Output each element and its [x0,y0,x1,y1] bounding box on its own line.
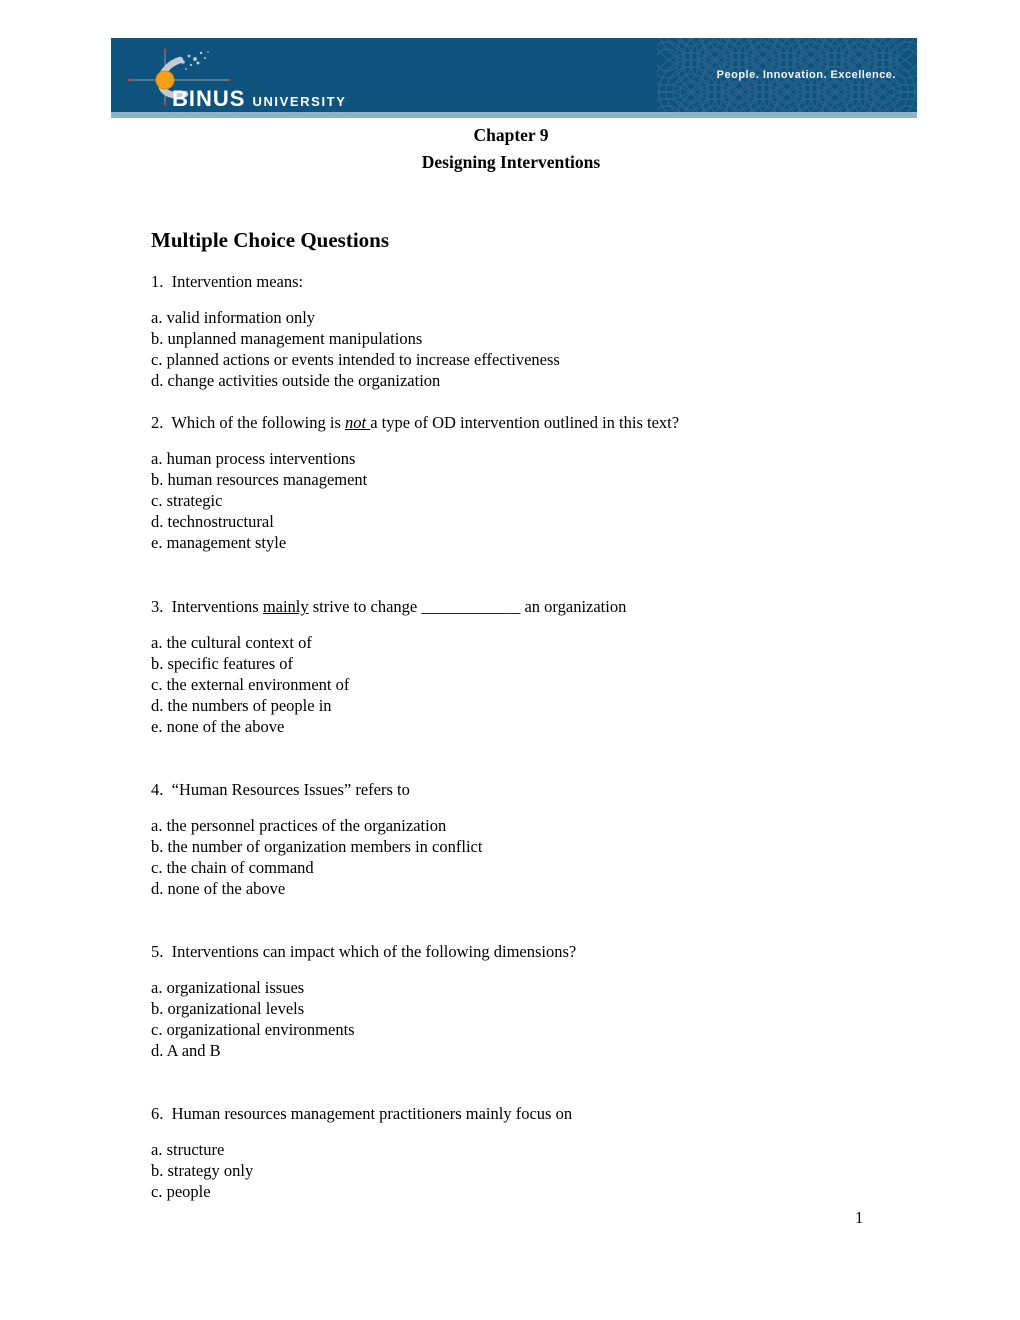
page-number: 1 [855,1208,864,1227]
emphasized-word: not [345,413,371,432]
option-item: b. strategy only [151,1161,254,1180]
option-item: e. management style [151,533,287,552]
option-item: b. organizational levels [151,999,305,1018]
chapter-title: Chapter 9 [473,125,549,145]
question-block-3 [151,596,871,737]
option-item: d. technostructural [151,512,274,531]
option-item: c. organizational environments [151,1020,355,1039]
option-item: d. none of the above [151,879,286,898]
fill-in-blank: ____________ [421,597,521,616]
option-item: c. planned actions or events intended to increase effectiveness [151,350,560,369]
option-item: c. strategic [151,491,223,510]
question-text: 1. Intervention means: [151,272,304,291]
brand-text [172,86,346,112]
document-content [151,122,871,1244]
question-text: 4. “Human Resources Issues” refers to [151,780,410,799]
question-block-2 [151,412,871,553]
option-item: b. the number of organization members in conflict [151,837,483,856]
question-block-1 [151,271,871,391]
question-text: 2. Which of the following is not a type of OD intervention outlined in this text? [151,413,680,432]
question-block-6 [151,1103,871,1202]
option-item: c. people [151,1182,211,1201]
banner-tagline: People. Innovation. Excellence. [716,69,896,81]
option-item: b. specific features of [151,654,294,673]
option-item: c. the chain of command [151,858,314,877]
option-item: a. human process interventions [151,449,356,468]
underlined-word: mainly [262,597,309,616]
question-block-4 [151,779,871,899]
question-text: 3. Interventions mainly strive to change ____________ an organization [151,597,627,616]
question-text: 6. Human resources management practitioners mainly focus on [151,1104,573,1123]
option-item: d. A and B [151,1041,221,1060]
chapter-subtitle: Designing Interventions [421,152,601,172]
university-banner [111,38,917,118]
brand-name: BINUS [172,86,246,111]
option-item: a. organizational issues [151,978,305,997]
option-item: d. change activities outside the organization [151,371,441,390]
option-item: a. structure [151,1140,225,1159]
option-item: b. unplanned management manipulations [151,329,423,348]
option-item: a. the cultural context of [151,633,312,652]
option-item: b. human resources management [151,470,368,489]
option-item: c. the external environment of [151,675,350,694]
option-item: a. valid information only [151,308,316,327]
option-item: a. the personnel practices of the organization [151,816,447,835]
question-text: 5. Interventions can impact which of the following dimensions? [151,942,577,961]
brand-suffix: UNIVERSITY [252,94,347,109]
option-item: e. none of the above [151,717,285,736]
section-heading: Multiple Choice Questions [151,228,390,252]
page-title [151,122,871,176]
question-block-5 [151,941,871,1061]
option-item: d. the numbers of people in [151,696,332,715]
